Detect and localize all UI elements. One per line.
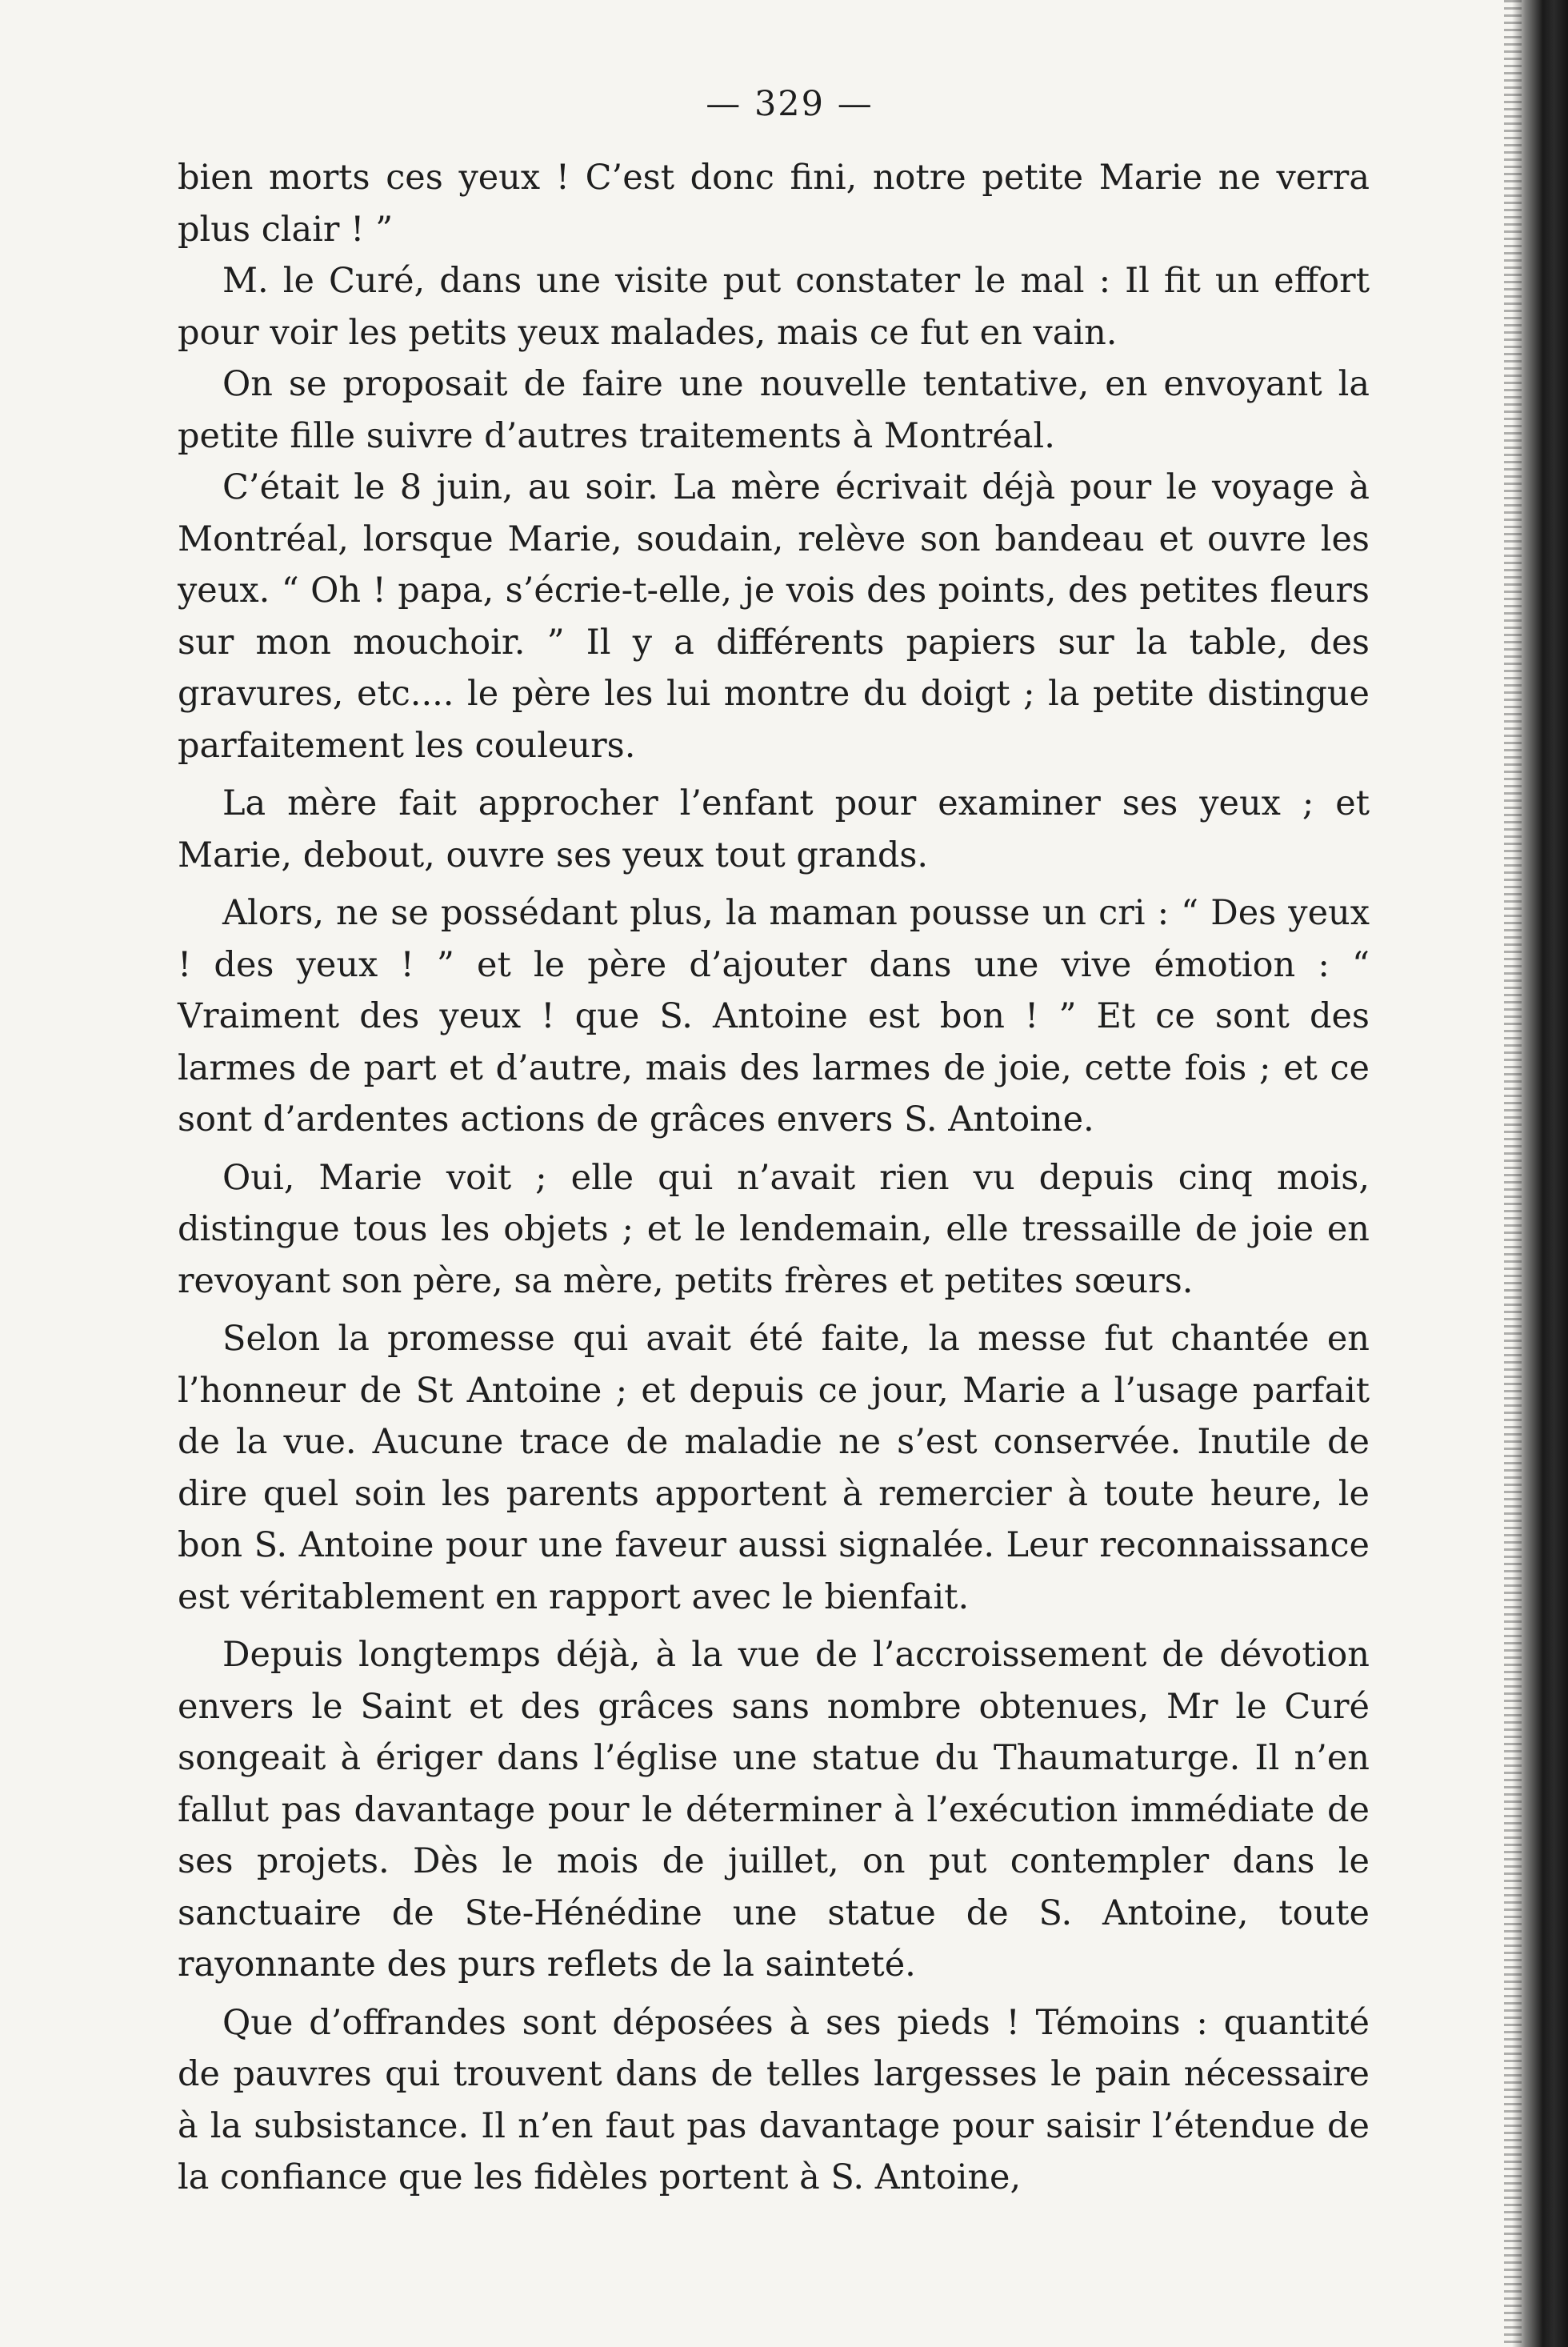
- paragraph-4: C’était le 8 juin, au soir. La mère écrivait déjà pour le voyage à Montréal, lorsque Marie, soudain, relève son bandeau et ouvre les yeux. “ Oh ! papa, s’écrie-t-elle, je vois des points, des petites fleurs sur mon mouchoir. ” Il y a différents papiers sur la table, des gravures, etc.... le père les lui montre du doigt ; la petite distingue parfaitement les couleurs.: [178, 467, 1370, 766]
- paragraph-2: M. le Curé, dans une visite put constater le mal : Il fit un effort pour voir les petits yeux malades, mais ce fut en vain.: [178, 261, 1370, 353]
- paragraph-9: Depuis longtemps déjà, à la vue de l’accroissement de dévotion envers le Saint et des grâces sans nombre obtenues, Mr le Curé songeait à ériger dans l’église une statue du Thaumaturge. Il n’en fallut pas davantage pour le déterminer à l’exécution immédiate de ses projets. Dès le mois de juillet, on put contempler dans le sanctuaire de Ste-Hénédine une statue de S. Antoine, toute rayonnante des purs reflets de la sainteté.: [178, 1635, 1370, 1985]
- page-text-block: [178, 56, 1370, 2204]
- paragraph-6: Alors, ne se possédant plus, la maman pousse un cri : “ Des yeux ! des yeux ! ” et le père d’ajouter dans une vive émotion : “ Vraiment des yeux ! que S. Antoine est bon ! ” Et ce sont des larmes de part et d’autre, mais des larmes de joie, cette fois ; et ce sont d’ardentes actions de grâces envers S. Antoine.: [178, 893, 1370, 1139]
- page-binding-shadow: [1504, 0, 1522, 2347]
- paragraph-5: La mère fait approcher l’enfant pour examiner ses yeux ; et Marie, debout, ouvre ses yeux tout grands.: [178, 783, 1370, 875]
- paragraph-1: bien morts ces yeux ! C’est donc fini, notre petite Marie ne verra plus clair ! ”: [178, 158, 1370, 250]
- paragraph-8: Selon la promesse qui avait été faite, la messe fut chantée en l’honneur de St Antoine ; et depuis ce jour, Marie a l’usage parfait de la vue. Aucune trace de maladie ne s’est conservée. Inutile de dire quel soin les parents apportent à remercier à toute heure, le bon S. Antoine pour une faveur aussi signalée. Leur reconnaissance est véritablement en rapport avec le bienfait.: [178, 1319, 1370, 1617]
- paragraph-3: On se proposait de faire une nouvelle tentative, en envoyant la petite fille suivre d’autres traitements à Montréal.: [178, 364, 1370, 456]
- page-number-header: — 329 —: [706, 84, 874, 124]
- paragraph-7: Oui, Marie voit ; elle qui n’avait rien vu depuis cinq mois, distingue tous les objets ; et le lendemain, elle tressaille de joie en revoyant son père, sa mère, petits frères et petites sœurs.: [178, 1157, 1370, 1301]
- paragraph-10: Que d’offrandes sont déposées à ses pieds ! Témoins : quantité de pauvres qui trouvent dans de telles largesses le pain nécessaire à la subsistance. Il n’en faut pas davantage pour saisir l’étendue de la confiance que les fidèles portent à S. Antoine,: [178, 2002, 1370, 2197]
